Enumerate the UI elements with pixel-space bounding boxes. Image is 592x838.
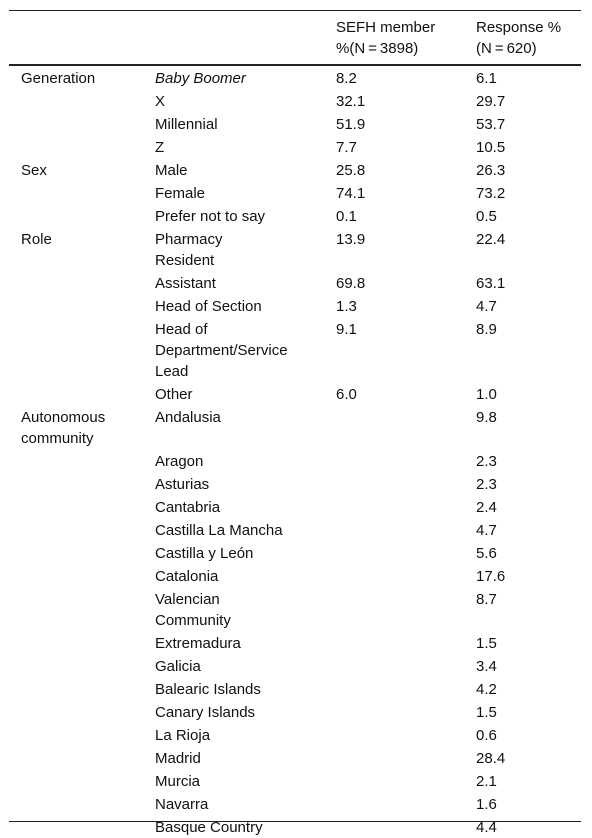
row-category-label: Head of Section bbox=[155, 298, 262, 315]
row-category-label: La Rioja bbox=[155, 727, 211, 744]
cell-response-percent: 5.6 bbox=[476, 545, 497, 562]
cell-response-percent: 8.9 bbox=[476, 321, 497, 338]
cell-response-percent: 1.6 bbox=[476, 796, 497, 813]
row-category-label: Millennial bbox=[155, 116, 218, 133]
cell-response-percent: 73.2 bbox=[476, 185, 506, 202]
cell-response-percent: 6.1 bbox=[476, 70, 497, 87]
cell-response-percent: 17.6 bbox=[476, 568, 506, 585]
cell-response-percent: 22.4 bbox=[476, 231, 506, 248]
row-category-label: Department/Service bbox=[155, 342, 288, 359]
row-category-label: Cantabria bbox=[155, 499, 221, 516]
row-category-label: Pharmacy bbox=[155, 231, 223, 248]
cell-sefh-percent: 1.3 bbox=[336, 298, 357, 315]
cell-sefh-percent: 13.9 bbox=[336, 231, 366, 248]
cell-response-percent: 2.4 bbox=[476, 499, 497, 516]
row-category-label: Z bbox=[155, 139, 165, 156]
cell-sefh-percent: 32.1 bbox=[336, 93, 366, 110]
row-category-label: Basque Country bbox=[155, 819, 263, 836]
table-top-rule bbox=[9, 10, 581, 11]
row-category-label: Balearic Islands bbox=[155, 681, 261, 698]
row-category-label: Lead bbox=[155, 363, 189, 380]
row-category-label: Catalonia bbox=[155, 568, 219, 585]
cell-sefh-percent: 74.1 bbox=[336, 185, 366, 202]
row-category-label: Resident bbox=[155, 252, 215, 269]
row-category-label: Extremadura bbox=[155, 635, 241, 652]
cell-response-percent: 8.7 bbox=[476, 591, 497, 608]
cell-response-percent: 2.3 bbox=[476, 453, 497, 470]
row-category-label: Female bbox=[155, 185, 206, 202]
cell-response-percent: 1.0 bbox=[476, 386, 497, 403]
row-category-label: Assistant bbox=[155, 275, 216, 292]
row-group-label: Generation bbox=[21, 70, 96, 87]
cell-sefh-percent: 9.1 bbox=[336, 321, 357, 338]
row-category-label: Aragon bbox=[155, 453, 204, 470]
row-group-label: Sex bbox=[21, 162, 47, 179]
cell-sefh-percent: 0.1 bbox=[336, 208, 357, 225]
cell-response-percent: 10.5 bbox=[476, 139, 506, 156]
cell-response-percent: 26.3 bbox=[476, 162, 506, 179]
cell-response-percent: 4.7 bbox=[476, 522, 497, 539]
header-response-line1: Response % bbox=[476, 19, 562, 36]
cell-response-percent: 0.5 bbox=[476, 208, 497, 225]
cell-response-percent: 53.7 bbox=[476, 116, 506, 133]
row-category-label: Baby Boomer bbox=[155, 70, 246, 87]
cell-sefh-percent: 8.2 bbox=[336, 70, 357, 87]
cell-response-percent: 29.7 bbox=[476, 93, 506, 110]
cell-response-percent: 3.4 bbox=[476, 658, 497, 675]
cell-sefh-percent: 69.8 bbox=[336, 275, 366, 292]
cell-sefh-percent: 7.7 bbox=[336, 139, 357, 156]
cell-response-percent: 4.4 bbox=[476, 819, 497, 836]
row-category-label: Canary Islands bbox=[155, 704, 256, 721]
row-category-label: X bbox=[155, 93, 166, 110]
header-sefh-line2: %(N = 3898) bbox=[336, 40, 419, 57]
cell-response-percent: 1.5 bbox=[476, 635, 497, 652]
header-response-line2: (N = 620) bbox=[476, 40, 537, 57]
row-category-label: Navarra bbox=[155, 796, 209, 813]
row-group-label: Role bbox=[21, 231, 52, 248]
row-category-label: Galicia bbox=[155, 658, 201, 675]
header-sefh-line1: SEFH member bbox=[336, 19, 436, 36]
row-category-label: Other bbox=[155, 386, 193, 403]
row-category-label: Castilla y León bbox=[155, 545, 254, 562]
cell-sefh-percent: 6.0 bbox=[336, 386, 357, 403]
cell-response-percent: 2.3 bbox=[476, 476, 497, 493]
row-category-label: Prefer not to say bbox=[155, 208, 266, 225]
row-group-label: Autonomous bbox=[21, 409, 106, 426]
cell-response-percent: 4.7 bbox=[476, 298, 497, 315]
row-category-label: Madrid bbox=[155, 750, 201, 767]
cell-response-percent: 2.1 bbox=[476, 773, 497, 790]
cell-response-percent: 0.6 bbox=[476, 727, 497, 744]
table-header-rule bbox=[9, 64, 581, 66]
cell-response-percent: 63.1 bbox=[476, 275, 506, 292]
row-category-label: Community bbox=[155, 612, 231, 629]
row-category-label: Murcia bbox=[155, 773, 201, 790]
row-category-label: Asturias bbox=[155, 476, 210, 493]
row-category-label: Castilla La Mancha bbox=[155, 522, 283, 539]
cell-response-percent: 4.2 bbox=[476, 681, 497, 698]
cell-sefh-percent: 51.9 bbox=[336, 116, 366, 133]
cell-response-percent: 9.8 bbox=[476, 409, 497, 426]
row-category-label: Valencian bbox=[155, 591, 220, 608]
cell-sefh-percent: 25.8 bbox=[336, 162, 366, 179]
row-category-label: Andalusia bbox=[155, 409, 221, 426]
row-category-label: Male bbox=[155, 162, 188, 179]
row-group-label: community bbox=[21, 430, 94, 447]
cell-response-percent: 28.4 bbox=[476, 750, 506, 767]
row-category-label: Head of bbox=[155, 321, 208, 338]
cell-response-percent: 1.5 bbox=[476, 704, 497, 721]
